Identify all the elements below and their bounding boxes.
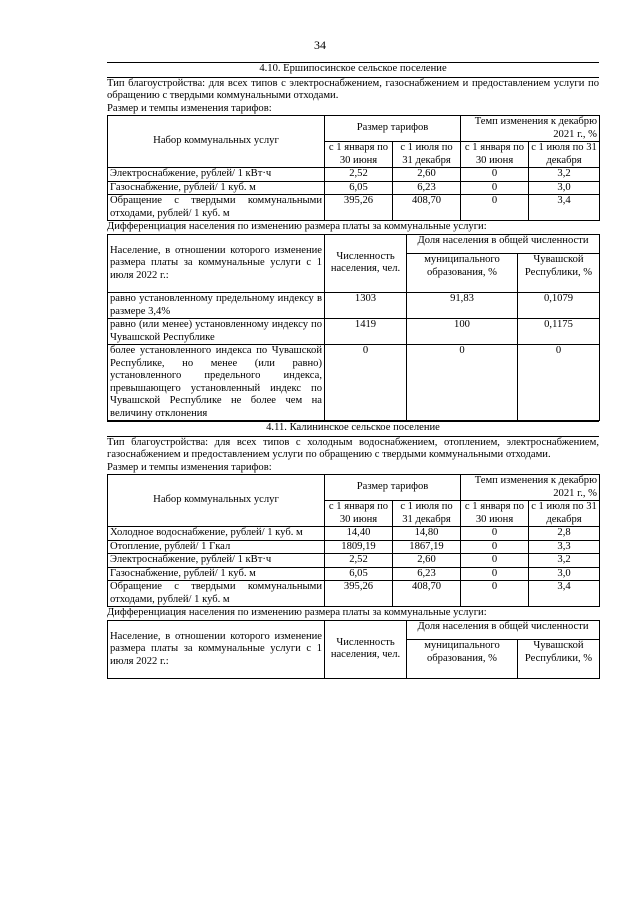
differentiation-table [107, 234, 600, 422]
tariff-jan: 2,52 [325, 168, 393, 182]
table-row [108, 319, 600, 345]
service-name: Электроснабжение, рублей/ 1 кВт·ч [108, 554, 325, 568]
header-period-jan: с 1 января по 30 июня [461, 142, 529, 168]
diff-header-row [108, 620, 600, 640]
share-municipal: 100 [407, 319, 518, 345]
share-municipal: 91,83 [407, 293, 518, 319]
tariff-jul: 408,70 [393, 581, 461, 607]
improvement-type-text: Тип благоустройства: для всех типов с электроснабжением, газоснабжением и предоставлением услуги по обращению с твердыми коммунальными отходами. [107, 77, 599, 101]
tariff-jul: 6,23 [393, 181, 461, 195]
service-name: Обращение с твердыми коммунальными отходами, рублей/ 1 куб. м [108, 581, 325, 607]
rate-jul: 2,8 [529, 527, 600, 541]
tariff-jul: 6,23 [393, 567, 461, 581]
tariff-jul: 1867,19 [393, 540, 461, 554]
differentiation-label: Дифференциация населения по изменению размера платы за коммунальные услуги: [107, 221, 487, 232]
header-period-jul: с 1 июля по 31 декабря [529, 142, 600, 168]
tariff-jan: 1809,19 [325, 540, 393, 554]
table-row [108, 581, 600, 607]
rate-jan: 0 [461, 527, 529, 541]
tariff-jul: 2,60 [393, 554, 461, 568]
rate-jan: 0 [461, 181, 529, 195]
header-services: Набор коммунальных услуг [108, 475, 325, 527]
table-row [108, 540, 600, 554]
document-body [107, 62, 599, 679]
population-count: 1419 [325, 319, 407, 345]
share-republic: 0,1175 [518, 319, 600, 345]
header-change-rate: Темп изменения к декабрю 2021 г., % [461, 475, 600, 501]
tariff-jan: 2,52 [325, 554, 393, 568]
tariff-table [107, 115, 600, 221]
table-row [108, 181, 600, 195]
tariff-header-row [108, 475, 600, 501]
tariff-jan: 395,26 [325, 581, 393, 607]
table-row [108, 345, 600, 421]
tariff-jul: 408,70 [393, 195, 461, 221]
population-category: равно (или менее) установленному индексу по Чувашской Республике [108, 319, 325, 345]
tariff-jan: 6,05 [325, 567, 393, 581]
header-population-share: Доля населения в общей численности [407, 620, 600, 640]
tariff-header-row [108, 116, 600, 142]
tariff-label: Размер и темпы изменения тарифов: [107, 461, 272, 473]
header-period-jul: с 1 июля по 31 декабря [393, 142, 461, 168]
differentiation-label: Дифференциация населения по изменению размера платы за коммунальные услуги: [107, 607, 487, 618]
rate-jan: 0 [461, 581, 529, 607]
header-share-republic: Чувашской Республики, % [518, 254, 600, 293]
share-republic: 0,1079 [518, 293, 600, 319]
rate-jan: 0 [461, 168, 529, 182]
table-row [108, 293, 600, 319]
header-period-jan: с 1 января по 30 июня [325, 501, 393, 527]
rate-jul: 3,2 [529, 168, 600, 182]
tariff-jul: 2,60 [393, 168, 461, 182]
service-name: Электроснабжение, рублей/ 1 кВт·ч [108, 168, 325, 182]
section-title: 4.11. Калининское сельское поселение [107, 421, 599, 437]
header-period-jan: с 1 января по 30 июня [325, 142, 393, 168]
header-population-share: Доля населения в общей численности [407, 234, 600, 254]
tariff-jan: 395,26 [325, 195, 393, 221]
header-change-rate: Темп изменения к декабрю 2021 г., % [461, 116, 600, 142]
differentiation-table [107, 620, 600, 680]
header-population-count: Численность населения, чел. [325, 620, 407, 679]
table-row [108, 195, 600, 221]
header-period-jul: с 1 июля по 31 декабря [393, 501, 461, 527]
rate-jul: 3,2 [529, 554, 600, 568]
rate-jul: 3,0 [529, 181, 600, 195]
service-name: Газоснабжение, рублей/ 1 куб. м [108, 567, 325, 581]
share-republic: 0 [518, 345, 600, 421]
table-row [108, 527, 600, 541]
tariff-jan: 6,05 [325, 181, 393, 195]
rate-jan: 0 [461, 554, 529, 568]
population-count: 1303 [325, 293, 407, 319]
tariff-table [107, 474, 600, 607]
header-services: Набор коммунальных услуг [108, 116, 325, 168]
service-name: Газоснабжение, рублей/ 1 куб. м [108, 181, 325, 195]
diff-header-row [108, 234, 600, 254]
rate-jul: 3,0 [529, 567, 600, 581]
table-row [108, 168, 600, 182]
header-share-municipal: муниципального образования, % [407, 640, 518, 679]
header-period-jul: с 1 июля по 31 декабря [529, 501, 600, 527]
rate-jul: 3,4 [529, 195, 600, 221]
population-category: равно установленному предельному индексу в размере 3,4% [108, 293, 325, 319]
header-share-republic: Чувашской Республики, % [518, 640, 600, 679]
header-share-municipal: муниципального образования, % [407, 254, 518, 293]
improvement-type-text: Тип благоустройства: для всех типов с холодным водоснабжением, отоплением, электроснабжением, газоснабжением и предоставлением услуги по обращению с твердыми коммунальными отходами. [107, 436, 599, 460]
header-population-count: Численность населения, чел. [325, 234, 407, 293]
page-number: 34 [314, 38, 326, 52]
rate-jan: 0 [461, 540, 529, 554]
table-row [108, 554, 600, 568]
service-name: Обращение с твердыми коммунальными отходами, рублей/ 1 куб. м [108, 195, 325, 221]
tariff-jan: 14,40 [325, 527, 393, 541]
rate-jul: 3,3 [529, 540, 600, 554]
header-tariff-size: Размер тарифов [325, 116, 461, 142]
header-period-jan: с 1 января по 30 июня [461, 501, 529, 527]
population-category: более установленного индекса по Чувашской Республике, но менее (или равно) установленного предельного индекса, превышающего установленный индекс по Чувашской Республике не более чем на величину отклонения [108, 345, 325, 421]
section-title: 4.10. Ершипосинское сельское поселение [107, 62, 599, 78]
tariff-label: Размер и темпы изменения тарифов: [107, 102, 272, 114]
share-municipal: 0 [407, 345, 518, 421]
tariff-jul: 14,80 [393, 527, 461, 541]
rate-jan: 0 [461, 567, 529, 581]
header-tariff-size: Размер тарифов [325, 475, 461, 501]
header-population-category: Население, в отношении которого изменение размера платы за коммунальные услуги с 1 июля 2022 г.: [108, 620, 325, 679]
population-count: 0 [325, 345, 407, 421]
service-name: Холодное водоснабжение, рублей/ 1 куб. м [108, 527, 325, 541]
rate-jan: 0 [461, 195, 529, 221]
rate-jul: 3,4 [529, 581, 600, 607]
table-row [108, 567, 600, 581]
service-name: Отопление, рублей/ 1 Гкал [108, 540, 325, 554]
header-population-category: Население, в отношении которого изменение размера платы за коммунальные услуги с 1 июля 2022 г.: [108, 234, 325, 293]
